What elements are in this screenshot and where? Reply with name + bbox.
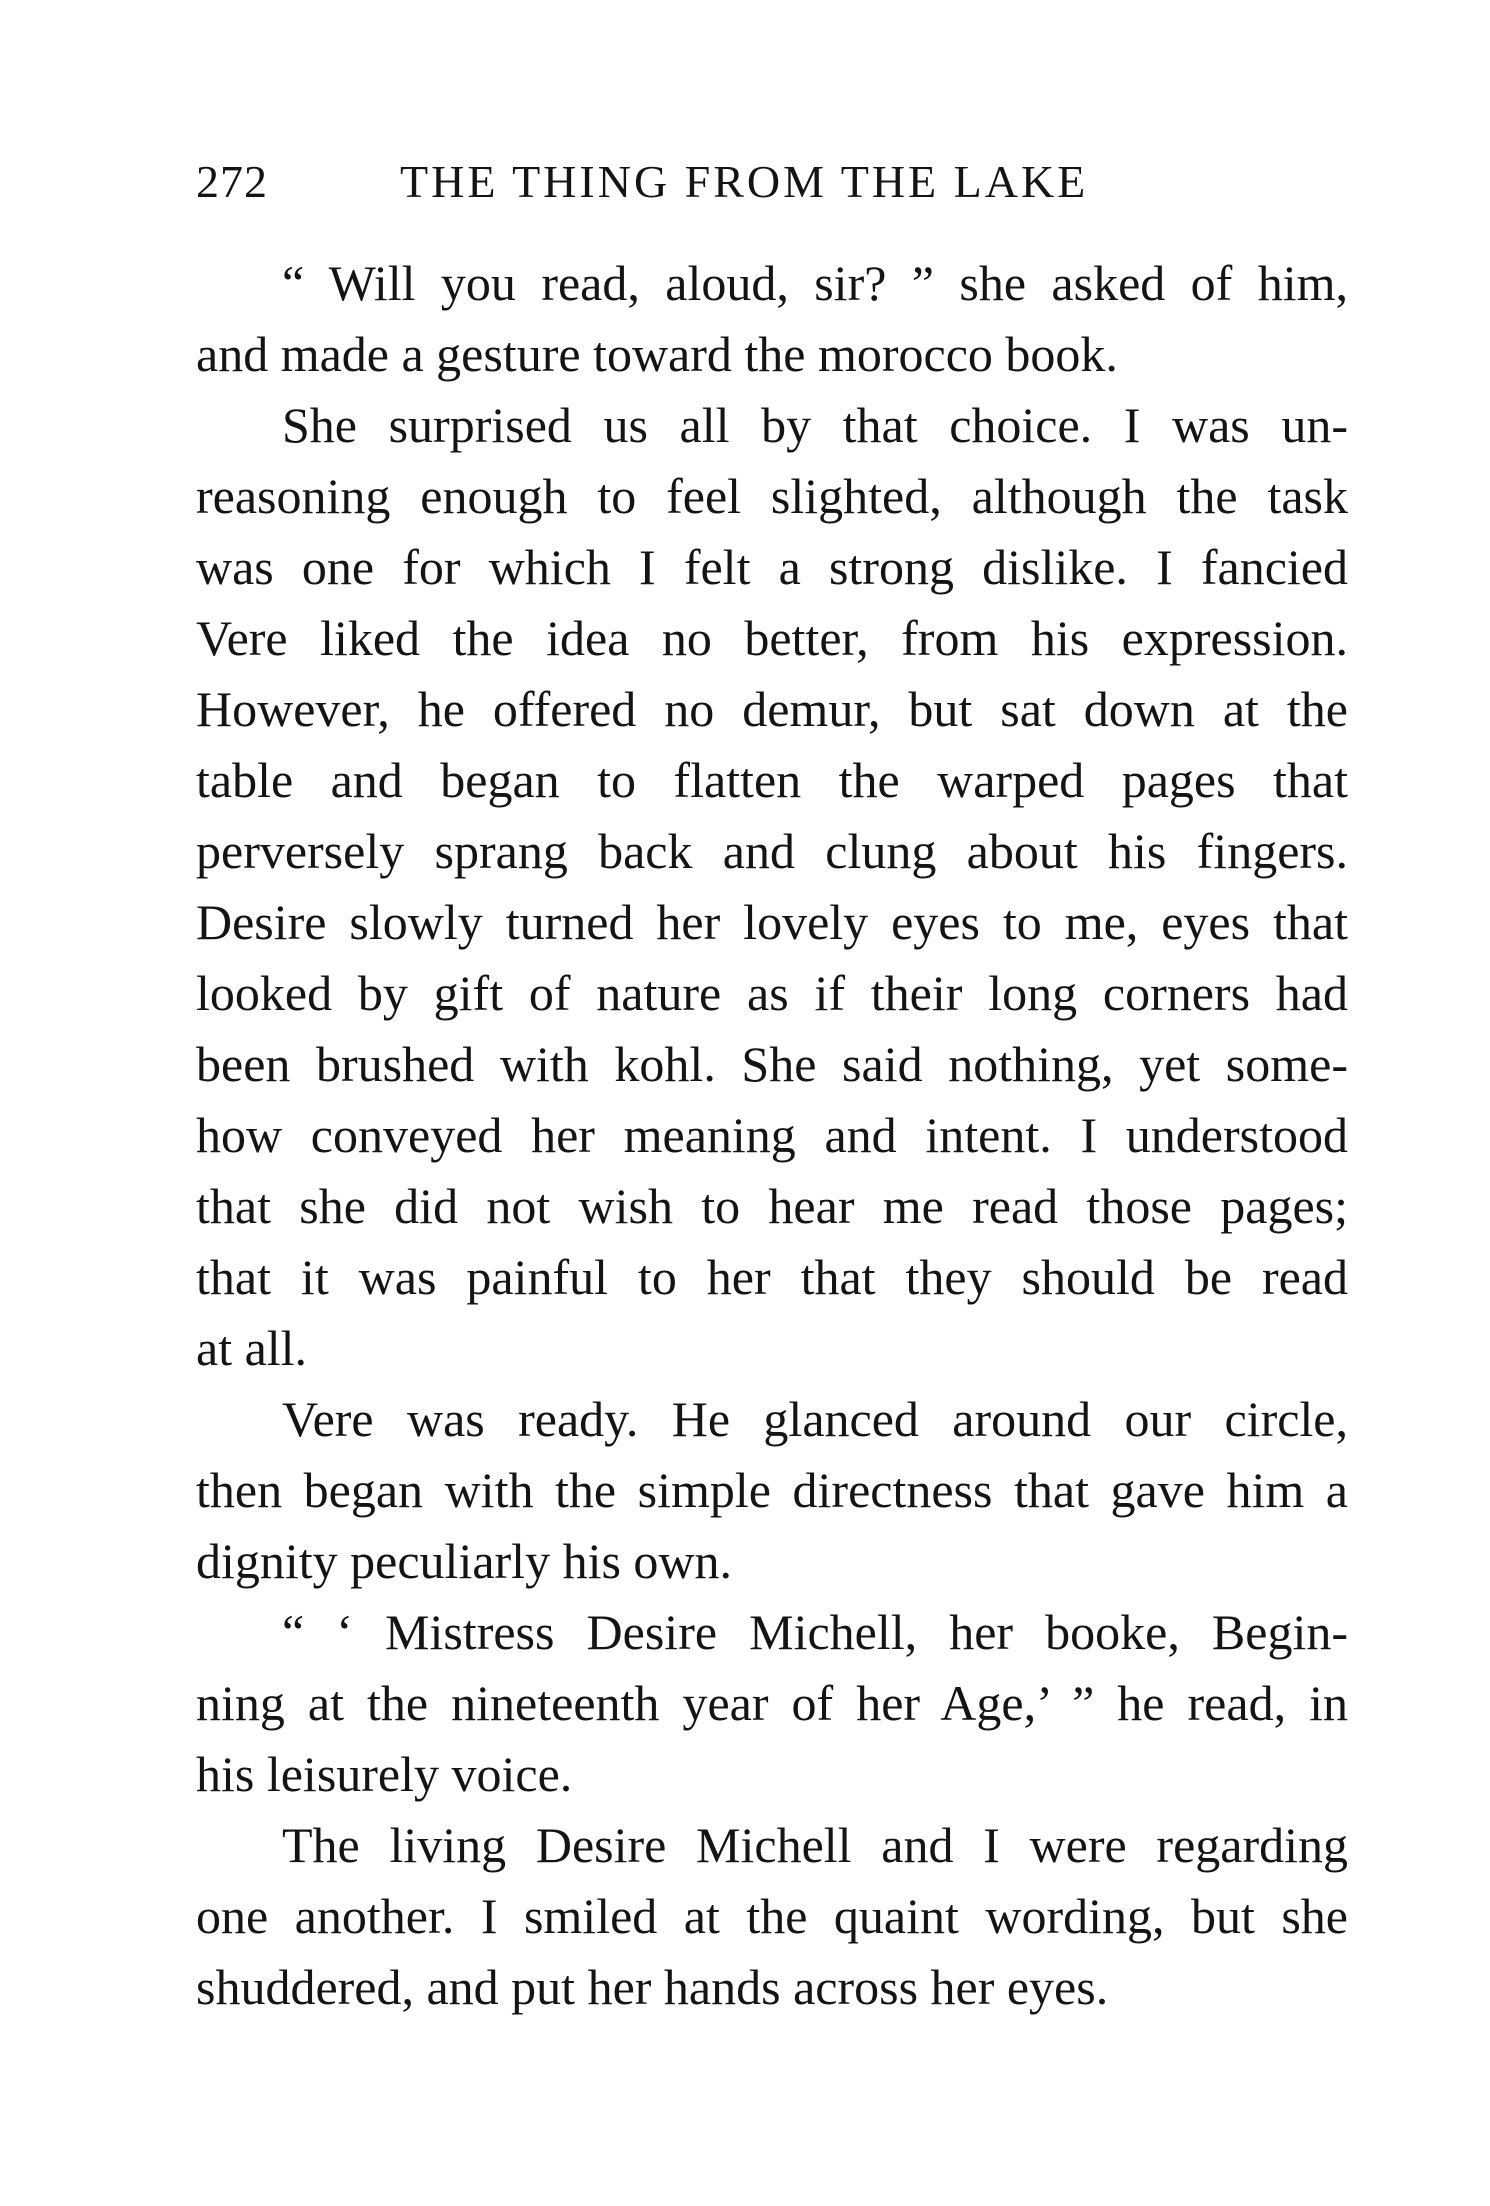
text-line: that it was painful to her that they should be read: [196, 1249, 1348, 1305]
text-line: dignity peculiarly his own.: [196, 1533, 733, 1589]
paragraph: [196, 248, 1348, 390]
paragraph: [196, 1597, 1348, 1810]
paragraph: [196, 1810, 1348, 2023]
text-line: Vere liked the idea no better, from his expression.: [196, 610, 1348, 666]
text-line: then began with the simple directness that gave him a: [196, 1462, 1348, 1518]
text-line: She surprised us all by that choice. I was un-: [282, 397, 1348, 453]
text-line: ning at the nineteenth year of her Age,’ ” he read, in: [196, 1675, 1348, 1731]
text-line: that she did not wish to hear me read those pages;: [196, 1178, 1348, 1234]
paragraph: [196, 390, 1348, 1384]
text-line: The living Desire Michell and I were regarding: [282, 1817, 1348, 1873]
body-text: [196, 248, 1348, 2023]
running-header: [196, 152, 1348, 212]
running-head-title: THE THING FROM THE LAKE: [400, 156, 1089, 207]
text-line: and made a gesture toward the morocco book.: [196, 326, 1118, 382]
text-line: was one for which I felt a strong dislike. I fancied: [196, 539, 1348, 595]
text-line: “ ‘ Mistress Desire Michell, her booke, Begin-: [282, 1604, 1348, 1660]
text-line: how conveyed her meaning and intent. I understood: [196, 1107, 1348, 1163]
text-line: perversely sprang back and clung about his fingers.: [196, 823, 1348, 879]
text-line: his leisurely voice.: [196, 1746, 573, 1802]
text-line: one another. I smiled at the quaint wording, but she: [196, 1888, 1348, 1944]
text-line: Vere was ready. He glanced around our circle,: [282, 1391, 1348, 1447]
text-line: However, he offered no demur, but sat down at the: [196, 681, 1348, 737]
text-line: reasoning enough to feel slighted, although the task: [196, 468, 1348, 524]
text-line: looked by gift of nature as if their long corners had: [196, 965, 1348, 1021]
text-line: at all.: [196, 1320, 308, 1376]
text-line: “ Will you read, aloud, sir? ” she asked of him,: [282, 255, 1348, 311]
text-line: been brushed with kohl. She said nothing, yet some-: [196, 1036, 1348, 1092]
text-line: shuddered, and put her hands across her eyes.: [196, 1959, 1109, 2015]
paragraph: [196, 1384, 1348, 1597]
text-line: Desire slowly turned her lovely eyes to me, eyes that: [196, 894, 1348, 950]
page-number: 272: [196, 156, 268, 207]
text-line: table and began to flatten the warped pages that: [196, 752, 1348, 808]
